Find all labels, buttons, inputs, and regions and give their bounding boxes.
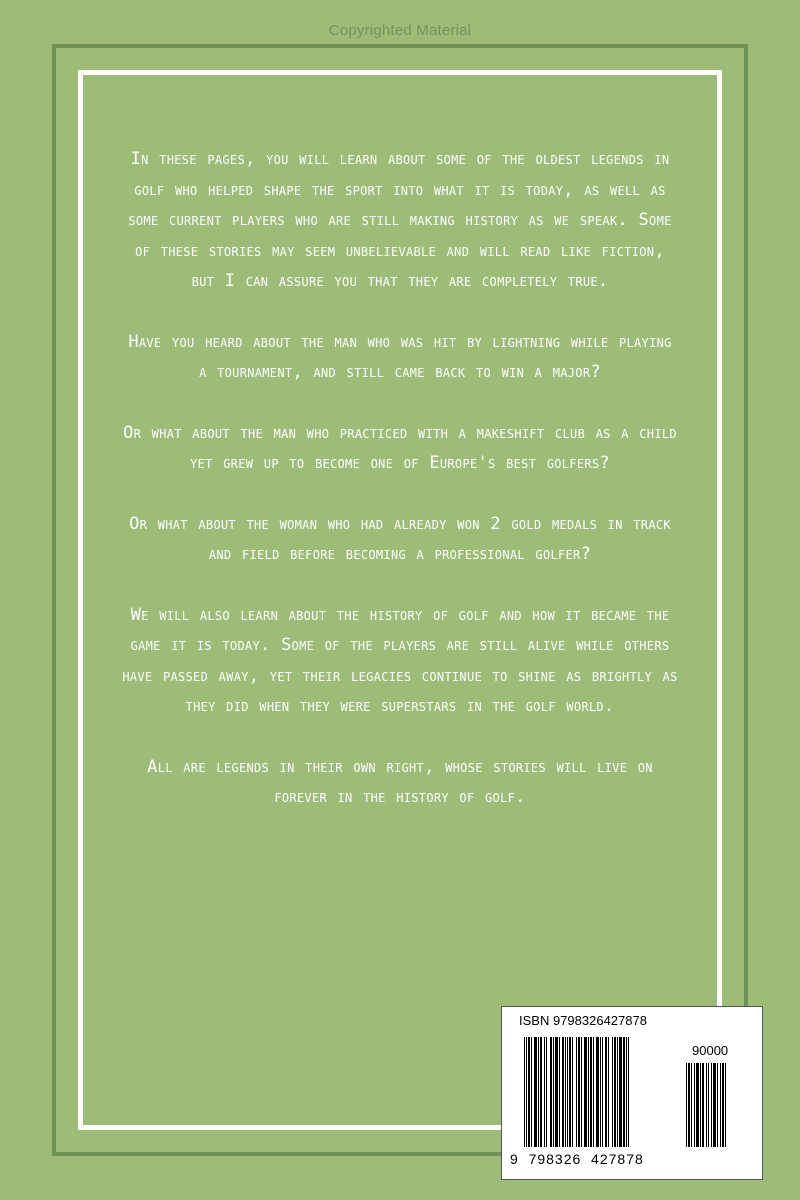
copyright-watermark-top: Copyrighted Material bbox=[328, 22, 472, 39]
barcode-bars bbox=[524, 1037, 679, 1147]
isbn-barcode bbox=[501, 1006, 763, 1180]
blurb-paragraph-6: All are legends in their own right, whose stories will live on forever in the history of golf. bbox=[147, 756, 653, 807]
blurb-paragraph-2: Have you heard about the man who was hit by lightning while playing a tournament, and still came back to win a major? bbox=[128, 331, 672, 382]
back-cover-blurb bbox=[120, 144, 680, 843]
isbn-label: ISBN 9798326427878 bbox=[519, 1013, 647, 1028]
blurb-paragraph-3: Or what about the man who practiced with a makeshift club as a child yet grew up to become one of Europe's best golfers? bbox=[123, 422, 677, 473]
barcode-addon-bars bbox=[686, 1063, 748, 1147]
barcode-gap bbox=[629, 1037, 630, 1147]
blurb-paragraph-4: Or what about the woman who had already won 2 gold medals in track and field before becoming a professional golfer? bbox=[129, 513, 671, 564]
blurb-paragraph-5: We will also learn about the history of golf and how it became the game it is today. Some of the players are still alive while others have passed away, yet their legacies continue to shine as brightly as they did when they were superstars in the golf world. bbox=[122, 604, 678, 716]
isbn-digits: 9 798326 427878 bbox=[510, 1151, 644, 1167]
blurb-paragraph-1: In these pages, you will learn about some of the oldest legends in golf who helped shape the sport into what it is today, as well as some current players who are still making history as we speak. Some of these stories may seem unbelievable and will read like fiction, but I can assure you that they are completely true. bbox=[128, 149, 672, 291]
price-code: 90000 bbox=[692, 1043, 729, 1058]
barcode-bar bbox=[725, 1063, 726, 1147]
